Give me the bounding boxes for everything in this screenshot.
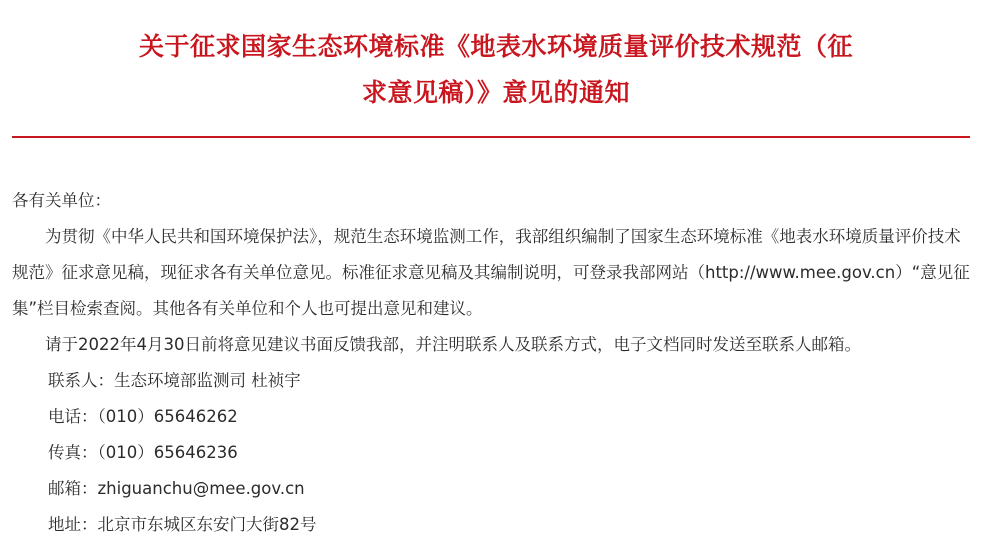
contact-address: 地址：北京市东城区东安门大街82号 xyxy=(48,515,317,534)
contact-person: 联系人：生态环境部监测司 杜祯宇 xyxy=(48,371,301,390)
contact-phone: 电话：（010）65646262 xyxy=(48,407,238,426)
contact-fax: 传真：（010）65646236 xyxy=(48,443,238,462)
notice-title xyxy=(0,24,992,116)
contact-email: 邮箱：zhiguanchu@mee.gov.cn xyxy=(48,479,305,498)
notice-body xyxy=(12,183,970,543)
paragraph-intro: 为贯彻《中华人民共和国环境保护法》，规范生态环境监测工作，我部组织编制了国家生态环境标准《地表水环境质量评价技术规范》征求意见稿，现征求各有关单位意见。标准征求意见稿及其编制说明，可登录我部网站（http://www.mee.gov.cn）“意见征集”栏目检索查阅。其他各有关单位和个人也可提出意见和建议。 xyxy=(12,227,970,318)
notice-title-line-1: 关于征求国家生态环境标准《地表水环境质量评价技术规范（征 xyxy=(138,32,853,61)
paragraph-deadline: 请于2022年4月30日前将意见建议书面反馈我部，并注明联系人及联系方式，电子文档同时发送至联系人邮箱。 xyxy=(45,335,861,354)
notice-title-line-2: 求意见稿）》意见的通知 xyxy=(361,78,630,107)
salutation: 各有关单位： xyxy=(12,191,111,210)
title-divider xyxy=(12,136,970,138)
